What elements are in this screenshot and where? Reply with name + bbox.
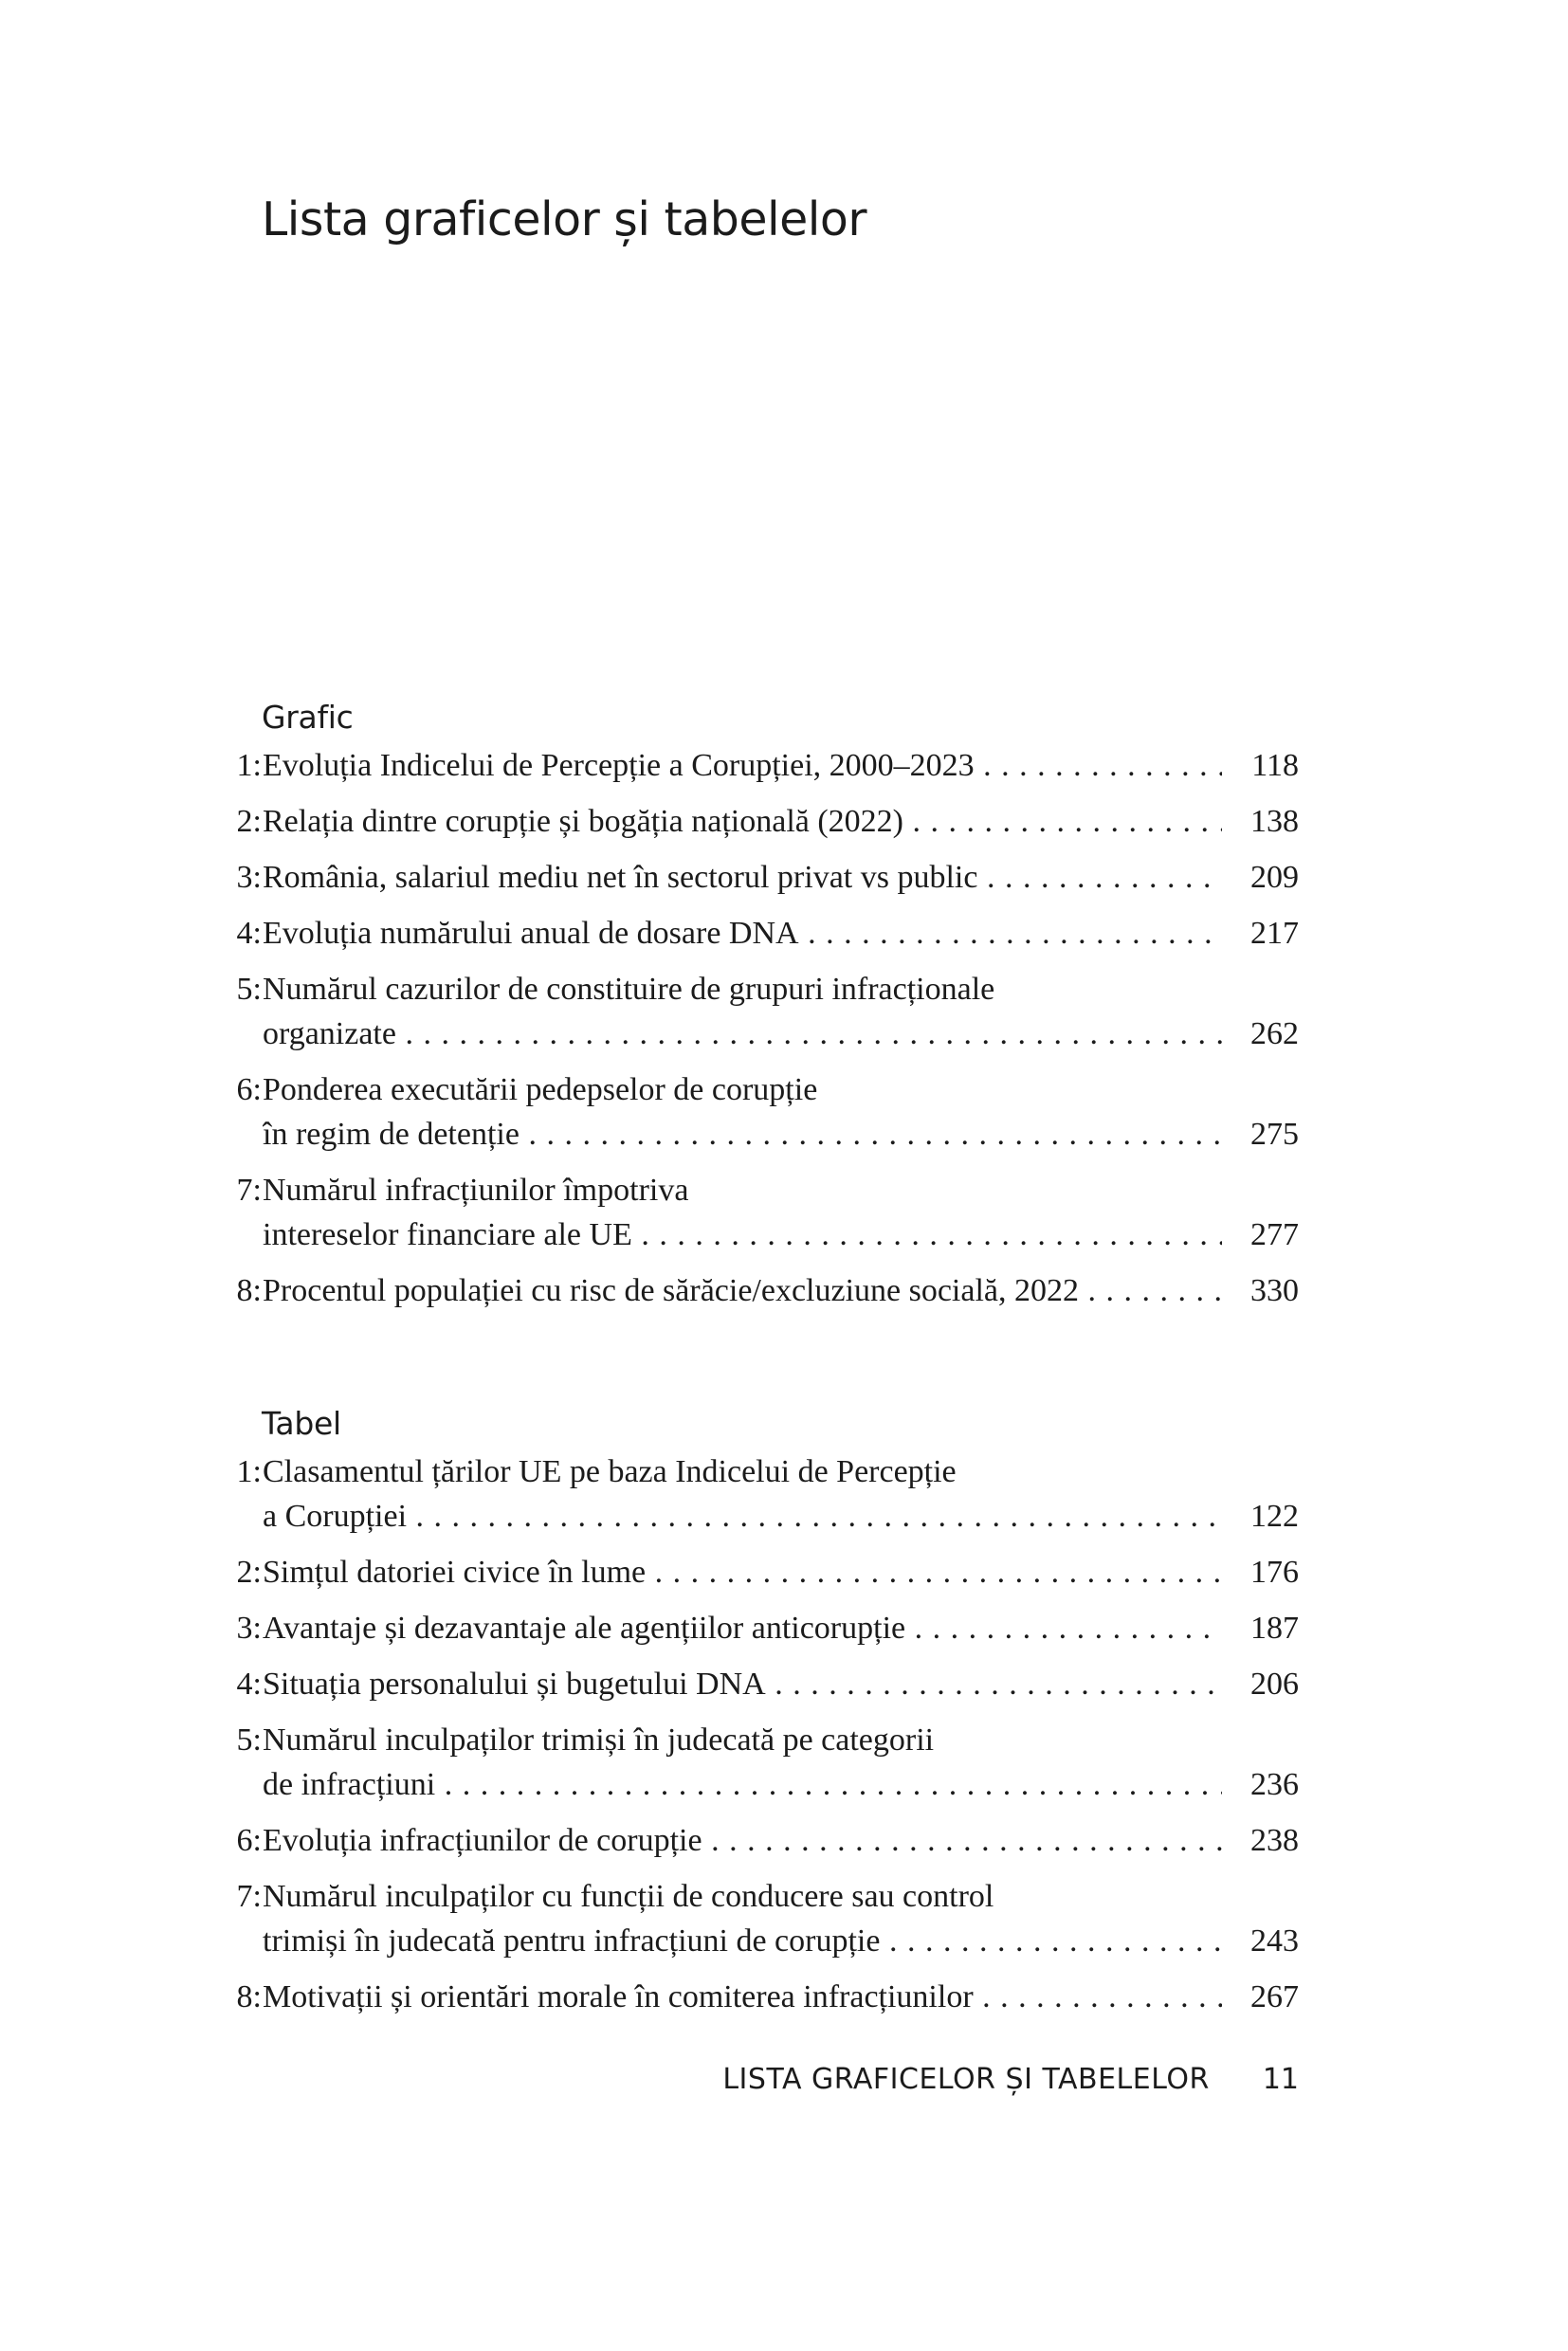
- toc-entry-line: [0, 1494, 1568, 1540]
- entry-title: intereselor financiare ale UE . . .: [263, 1212, 1222, 1258]
- toc-entry-line: [0, 1112, 1568, 1157]
- toc-entry-line: [0, 1718, 1568, 1763]
- entry-page-number: 236: [1242, 1762, 1299, 1808]
- entry-number: 4:: [236, 916, 262, 951]
- entry-page-number: 277: [1242, 1212, 1299, 1258]
- toc-entry-line: [0, 1818, 1568, 1864]
- entry-page-number: 209: [1242, 855, 1299, 901]
- entry-title: Evoluția Indicelui de Percepție a Corupției, 2000–2023 . . .: [263, 743, 1222, 789]
- entry-page-number: 176: [1242, 1550, 1299, 1595]
- entry-title: Motivații și orientări morale în comiterea infracțiunilor . . .: [263, 1975, 1222, 2020]
- entry-number: 5:: [236, 1722, 262, 1758]
- entry-title: Numărul infracțiunilor împotriva: [263, 1173, 689, 1208]
- entry-title: de infracțiuni . . .: [263, 1762, 1222, 1808]
- entry-title: Numărul cazurilor de constituire de grupuri infracționale: [263, 972, 995, 1007]
- toc-entry-line: [0, 1067, 1568, 1113]
- toc-entry-line: [0, 1662, 1568, 1707]
- entry-page-number: 262: [1242, 1011, 1299, 1057]
- entry-page-number: 217: [1242, 911, 1299, 957]
- entry-page-number: 267: [1242, 1975, 1299, 2020]
- entry-number: 7:: [236, 1879, 262, 1914]
- entry-page-number: 243: [1242, 1919, 1299, 1964]
- entry-title: Avantaje și dezavantaje ale agențiilor anticorupție . . .: [263, 1606, 1222, 1651]
- toc-entry-line: [0, 967, 1568, 1012]
- toc-entry-line: [0, 1874, 1568, 1920]
- entry-title: trimiși în judecată pentru infracțiuni de corupție . . .: [263, 1919, 1222, 1964]
- entry-number: 4:: [236, 1667, 262, 1702]
- entry-number: 2:: [236, 804, 262, 839]
- entry-number: 3:: [236, 860, 262, 895]
- entry-number: 7:: [236, 1173, 262, 1208]
- entry-title: Simțul datoriei civice în lume . . .: [263, 1550, 1222, 1595]
- entry-title: Clasamentul țărilor UE pe baza Indicelui de Percepție: [263, 1454, 957, 1489]
- entry-page-number: 206: [1242, 1662, 1299, 1707]
- running-title: LISTA GRAFICELOR ȘI TABELELOR: [722, 2063, 1210, 2096]
- entry-number: 8:: [236, 1979, 262, 2014]
- entry-title: România, salariul mediu net în sectorul privat vs public . . .: [263, 855, 1222, 901]
- entry-number: 5:: [236, 972, 262, 1007]
- section-heading: Grafic: [262, 699, 354, 736]
- section-heading: Tabel: [262, 1405, 341, 1442]
- entry-title: Ponderea executării pedepselor de corupție: [263, 1072, 818, 1107]
- entry-number: 1:: [236, 1454, 262, 1489]
- toc-entry-line: [0, 1011, 1568, 1057]
- entry-number: 8:: [236, 1273, 262, 1308]
- toc-entry-line: [0, 1975, 1568, 2020]
- entry-number: 6:: [236, 1823, 262, 1858]
- entry-title: Situația personalului și bugetului DNA . . .: [263, 1662, 1222, 1707]
- entry-number: 1:: [236, 748, 262, 783]
- toc-entry-line: [0, 1268, 1568, 1314]
- page-footer: [722, 2059, 1299, 2101]
- toc-entry-line: [0, 799, 1568, 845]
- entry-title: organizate . . .: [263, 1011, 1222, 1057]
- toc-entry-line: [0, 1168, 1568, 1213]
- toc-entry-line: [0, 1449, 1568, 1495]
- toc-entry-line: [0, 743, 1568, 789]
- entry-title: a Corupției . . .: [263, 1494, 1222, 1540]
- entry-page-number: 238: [1242, 1818, 1299, 1864]
- entry-number: 6:: [236, 1072, 262, 1107]
- toc-entry-line: [0, 855, 1568, 901]
- toc-entry-line: [0, 1762, 1568, 1808]
- toc-entry-line: [0, 1606, 1568, 1651]
- toc-entry-line: [0, 911, 1568, 957]
- entry-title: Numărul inculpaților cu funcții de conducere sau control: [263, 1879, 994, 1914]
- entry-page-number: 122: [1242, 1494, 1299, 1540]
- entry-number: 2:: [236, 1555, 262, 1590]
- page-title: Lista graficelor și tabelelor: [262, 192, 867, 246]
- entry-page-number: 187: [1242, 1606, 1299, 1651]
- toc-entry-line: [0, 1212, 1568, 1258]
- entry-page-number: 275: [1242, 1112, 1299, 1157]
- entry-title: Evoluția numărului anual de dosare DNA . . .: [263, 911, 1222, 957]
- entry-number: 3:: [236, 1611, 262, 1646]
- entry-title: în regim de detenție . . .: [263, 1112, 1222, 1157]
- entry-title: Evoluția infracțiunilor de corupție . . .: [263, 1818, 1222, 1864]
- entry-page-number: 118: [1242, 743, 1299, 789]
- entry-title: Numărul inculpaților trimiși în judecată pe categorii: [263, 1722, 935, 1758]
- toc-entry-line: [0, 1919, 1568, 1964]
- entry-page-number: 138: [1242, 799, 1299, 845]
- toc-entry-line: [0, 1550, 1568, 1595]
- entry-page-number: 330: [1242, 1268, 1299, 1314]
- page-number: 11: [1262, 2063, 1299, 2096]
- entry-title: Procentul populației cu risc de sărăcie/excluziune socială, 2022 . . .: [263, 1268, 1222, 1314]
- entry-title: Relația dintre corupție și bogăția națională (2022) . . .: [263, 799, 1222, 845]
